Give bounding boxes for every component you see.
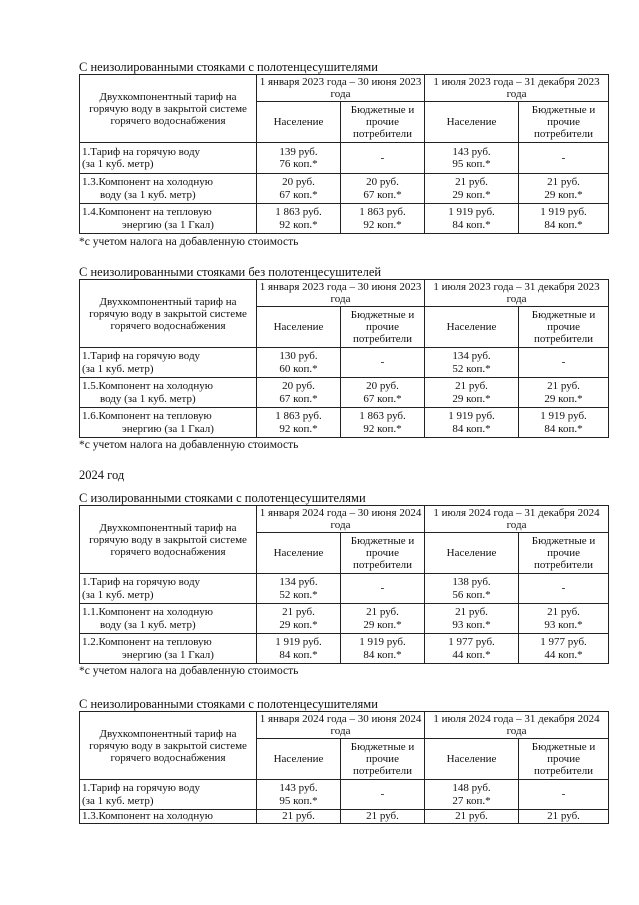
value-line: 29 коп.* — [544, 188, 583, 201]
value-budget — [341, 143, 425, 174]
row-label — [80, 810, 257, 824]
row-label — [80, 348, 257, 378]
col-budget: Бюджетные и прочие потребители — [341, 533, 425, 574]
row-label-line: воду (за 1 куб. метр) — [100, 618, 196, 631]
value-population — [257, 348, 341, 378]
value-budget — [519, 174, 609, 204]
row-label-line: 1.Тариф на горячую воду — [82, 350, 201, 362]
value-line: 1 863 руб. — [359, 410, 406, 422]
value-line: 92 коп.* — [279, 422, 318, 435]
value-budget — [341, 780, 425, 810]
row-label-line: 1.6.Компонент на тепловую — [82, 410, 212, 422]
value-population — [425, 408, 519, 438]
value-line: 1 919 руб. — [275, 636, 322, 648]
value-budget — [519, 143, 609, 174]
value-budget — [519, 378, 609, 408]
row-label-line: 1.Тариф на горячую воду — [82, 782, 201, 794]
tariff-table-1 — [79, 74, 609, 234]
value-line: 21 руб. — [455, 606, 488, 618]
value-line: 1 863 руб. — [275, 206, 322, 218]
table-row — [80, 634, 609, 664]
table-row — [80, 204, 609, 234]
table-1-caption: С неизолированными стояками с полотенцесушителями — [79, 60, 378, 74]
value-line: 1 919 руб. — [359, 636, 406, 648]
table-row — [80, 604, 609, 634]
row-label-line: (за 1 куб. метр) — [82, 158, 154, 170]
value-line: 143 руб. — [279, 782, 318, 794]
value-line: 84 коп.* — [544, 218, 583, 231]
period-2-header: 1 июля 2024 года – 31 декабря 2024 года — [425, 712, 609, 739]
value-line: 67 коп.* — [279, 392, 318, 405]
col-population: Население — [425, 739, 519, 780]
value-line: 92 коп.* — [363, 218, 402, 231]
value-line: 1 863 руб. — [359, 206, 406, 218]
row-label-line: 1.3.Компонент на холодную — [82, 810, 213, 823]
value-population — [425, 204, 519, 234]
value-budget — [341, 634, 425, 664]
row-label-line: 1.1.Компонент на холодную — [82, 606, 213, 618]
value-budget — [519, 408, 609, 438]
value-budget — [519, 574, 609, 604]
col-budget: Бюджетные и прочие потребители — [519, 307, 609, 348]
value-line: 148 руб. — [452, 782, 491, 794]
row-label — [80, 204, 257, 234]
value-line: 44 коп.* — [452, 648, 491, 661]
footnote-1: *с учетом налога на добавленную стоимость — [79, 236, 299, 248]
value-line: - — [561, 788, 566, 801]
col-population: Население — [257, 533, 341, 574]
row-label-line: энергию (за 1 Гкал) — [122, 648, 214, 661]
col-budget: Бюджетные и прочие потребители — [519, 533, 609, 574]
value-line: 20 руб. — [366, 380, 399, 392]
header-label: Двухкомпонентный тариф на горячую воду в закрытой системе горячего водоснабжения — [80, 506, 257, 574]
table-row — [80, 143, 609, 174]
value-line: 130 руб. — [279, 350, 318, 362]
table-row — [80, 348, 609, 378]
value-line: - — [380, 788, 385, 801]
value-population — [257, 604, 341, 634]
value-line: 143 руб. — [452, 145, 491, 158]
value-line: - — [561, 582, 566, 595]
value-line: 1 919 руб. — [448, 410, 495, 422]
row-label-line: (за 1 куб. метр) — [82, 362, 154, 375]
footnote-2: *с учетом налога на добавленную стоимость — [79, 439, 299, 451]
tariff-table-4 — [79, 711, 609, 824]
value-budget — [519, 348, 609, 378]
row-label — [80, 378, 257, 408]
value-line: 21 руб. — [547, 810, 580, 823]
value-line: 21 руб. — [455, 810, 488, 823]
col-budget: Бюджетные и прочие потребители — [341, 102, 425, 143]
value-budget — [341, 574, 425, 604]
value-line: 29 коп.* — [452, 188, 491, 201]
value-line: 29 коп.* — [452, 392, 491, 405]
value-line: - — [561, 151, 566, 164]
col-population: Население — [425, 533, 519, 574]
value-budget — [341, 378, 425, 408]
value-line: 93 коп.* — [452, 618, 491, 631]
table-row — [80, 810, 609, 824]
value-line: 93 коп.* — [544, 618, 583, 631]
value-budget — [341, 408, 425, 438]
value-population — [257, 204, 341, 234]
value-line: 84 коп.* — [363, 648, 402, 661]
value-line: 1 919 руб. — [540, 410, 587, 422]
value-line: 21 руб. — [547, 606, 580, 618]
value-line: 52 коп.* — [279, 588, 318, 601]
period-1-header: 1 января 2023 года – 30 июня 2023 года — [257, 75, 425, 102]
value-budget — [519, 780, 609, 810]
value-population — [257, 408, 341, 438]
value-line: 20 руб. — [366, 176, 399, 188]
value-population — [425, 174, 519, 204]
value-population — [425, 378, 519, 408]
col-population: Население — [257, 102, 341, 143]
row-label — [80, 780, 257, 810]
table-row — [80, 174, 609, 204]
year-heading: 2024 год — [79, 468, 125, 482]
value-line: 52 коп.* — [452, 362, 491, 375]
value-line: - — [561, 356, 566, 369]
col-budget: Бюджетные и прочие потребители — [341, 307, 425, 348]
value-line: - — [380, 356, 385, 369]
value-line: 138 руб. — [452, 576, 491, 588]
row-label-line: (за 1 куб. метр) — [82, 588, 154, 601]
value-budget — [341, 810, 425, 824]
value-population — [425, 143, 519, 174]
value-line: 29 коп.* — [279, 618, 318, 631]
value-budget — [341, 204, 425, 234]
value-line: 21 руб. — [282, 810, 315, 823]
value-line: 21 руб. — [366, 810, 399, 823]
value-population — [425, 810, 519, 824]
col-population: Население — [425, 102, 519, 143]
value-line: 134 руб. — [452, 350, 491, 362]
col-budget: Бюджетные и прочие потребители — [519, 102, 609, 143]
value-line: - — [380, 151, 385, 164]
col-budget: Бюджетные и прочие потребители — [519, 739, 609, 780]
value-line: 29 коп.* — [544, 392, 583, 405]
value-population — [257, 378, 341, 408]
value-population — [425, 634, 519, 664]
value-line: 134 руб. — [279, 576, 318, 588]
value-line: 84 коп.* — [452, 422, 491, 435]
value-budget — [341, 604, 425, 634]
value-population — [425, 780, 519, 810]
value-budget — [519, 604, 609, 634]
tariff-table-3 — [79, 505, 609, 664]
value-population — [257, 780, 341, 810]
table-row — [80, 378, 609, 408]
value-line: 21 руб. — [282, 606, 315, 618]
value-line: 139 руб. — [279, 145, 318, 158]
value-line: 60 коп.* — [279, 362, 318, 375]
value-line: 29 коп.* — [363, 618, 402, 631]
value-line: 21 руб. — [547, 380, 580, 392]
period-2-header: 1 июля 2023 года – 31 декабря 2023 года — [425, 75, 609, 102]
row-label — [80, 634, 257, 664]
value-population — [257, 143, 341, 174]
col-population: Население — [257, 307, 341, 348]
row-label-line: 1.Тариф на горячую воду — [82, 145, 201, 158]
row-label-line: 1.5.Компонент на холодную — [82, 380, 213, 392]
value-line: 21 руб. — [455, 176, 488, 188]
value-budget — [519, 810, 609, 824]
value-line: 21 руб. — [366, 606, 399, 618]
value-line: 84 коп.* — [544, 422, 583, 435]
value-line: 1 977 руб. — [448, 636, 495, 648]
value-line: 1 919 руб. — [448, 206, 495, 218]
row-label — [80, 574, 257, 604]
value-line: 56 коп.* — [452, 588, 491, 601]
row-label-line: (за 1 куб. метр) — [82, 794, 154, 807]
row-label — [80, 604, 257, 634]
value-line: 84 коп.* — [279, 648, 318, 661]
row-label — [80, 174, 257, 204]
period-2-header: 1 июля 2023 года – 31 декабря 2023 года — [425, 280, 609, 307]
table-row — [80, 780, 609, 810]
header-label: Двухкомпонентный тариф на горячую воду в закрытой системе горячего водоснабжения — [80, 75, 257, 143]
row-label-line: 1.3.Компонент на холодную — [82, 176, 213, 188]
value-budget — [519, 204, 609, 234]
value-budget — [519, 634, 609, 664]
table-3-caption: С изолированными стояками с полотенцесушителями — [79, 491, 366, 505]
table-row — [80, 574, 609, 604]
row-label-line: энергию (за 1 Гкал) — [122, 218, 214, 231]
table-4-caption: С неизолированными стояками с полотенцесушителями — [79, 697, 378, 711]
footnote-3: *с учетом налога на добавленную стоимость — [79, 665, 299, 677]
value-line: 20 руб. — [282, 380, 315, 392]
row-label — [80, 143, 257, 174]
row-label — [80, 408, 257, 438]
value-line: 27 коп.* — [452, 794, 491, 807]
period-1-header: 1 января 2023 года – 30 июня 2023 года — [257, 280, 425, 307]
table-row — [80, 408, 609, 438]
tariff-table-2 — [79, 279, 609, 438]
value-line: - — [380, 582, 385, 595]
value-line: 67 коп.* — [363, 188, 402, 201]
value-population — [425, 604, 519, 634]
value-line: 67 коп.* — [279, 188, 318, 201]
header-label: Двухкомпонентный тариф на горячую воду в закрытой системе горячего водоснабжения — [80, 280, 257, 348]
row-label-line: 1.2.Компонент на тепловую — [82, 636, 212, 648]
row-label-line: 1.4.Компонент на тепловую — [82, 206, 212, 218]
value-line: 44 коп.* — [544, 648, 583, 661]
value-line: 1 977 руб. — [540, 636, 587, 648]
value-population — [425, 348, 519, 378]
value-budget — [341, 348, 425, 378]
row-label-line: воду (за 1 куб. метр) — [100, 392, 196, 405]
period-1-header: 1 января 2024 года – 30 июня 2024 года — [257, 506, 425, 533]
row-label-line: воду (за 1 куб. метр) — [100, 188, 196, 201]
value-line: 92 коп.* — [363, 422, 402, 435]
col-budget: Бюджетные и прочие потребители — [341, 739, 425, 780]
period-2-header: 1 июля 2024 года – 31 декабря 2024 года — [425, 506, 609, 533]
value-population — [425, 574, 519, 604]
value-line: 1 919 руб. — [540, 206, 587, 218]
value-line: 92 коп.* — [279, 218, 318, 231]
period-1-header: 1 января 2024 года – 30 июня 2024 года — [257, 712, 425, 739]
value-population — [257, 174, 341, 204]
value-line: 1 863 руб. — [275, 410, 322, 422]
value-line: 95 коп.* — [452, 158, 491, 170]
row-label-line: 1.Тариф на горячую воду — [82, 576, 201, 588]
row-label-line: энергию (за 1 Гкал) — [122, 422, 214, 435]
value-budget — [341, 174, 425, 204]
value-line: 67 коп.* — [363, 392, 402, 405]
value-line: 21 руб. — [455, 380, 488, 392]
value-line: 95 коп.* — [279, 794, 318, 807]
value-population — [257, 634, 341, 664]
col-population: Население — [257, 739, 341, 780]
value-line: 76 коп.* — [279, 158, 318, 170]
value-line: 20 руб. — [282, 176, 315, 188]
value-line: 84 коп.* — [452, 218, 491, 231]
table-2-caption: С неизолированными стояками без полотенцесушителей — [79, 265, 382, 279]
col-population: Население — [425, 307, 519, 348]
value-line: 21 руб. — [547, 176, 580, 188]
value-population — [257, 574, 341, 604]
header-label: Двухкомпонентный тариф на горячую воду в закрытой системе горячего водоснабжения — [80, 712, 257, 780]
value-population — [257, 810, 341, 824]
